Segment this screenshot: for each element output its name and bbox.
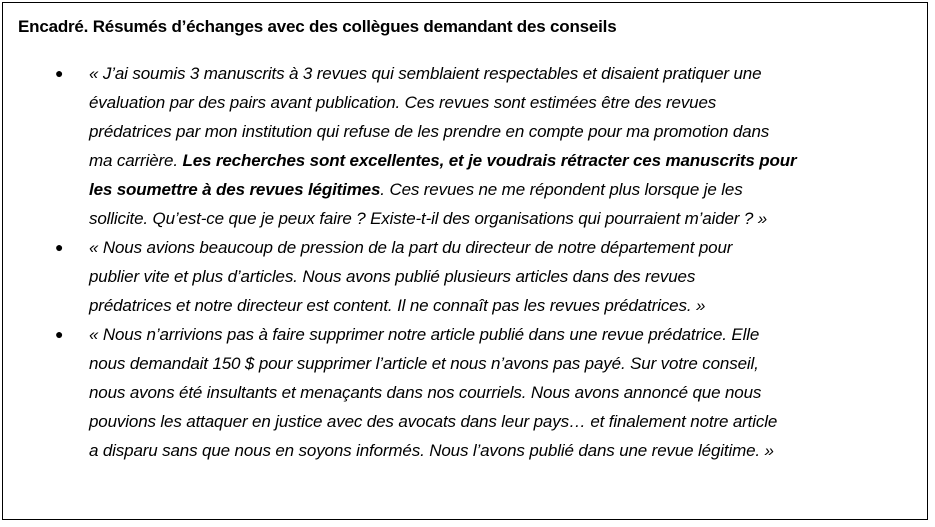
text-run: a disparu sans que nous en soyons informés. Nous l’avons publié dans une revue légitime. » <box>89 441 774 460</box>
quote-text <box>89 320 909 465</box>
text-line <box>89 175 909 204</box>
text-line <box>89 378 909 407</box>
text-line <box>89 233 909 262</box>
text-run: ma carrière. <box>89 151 183 170</box>
text-line <box>89 146 909 175</box>
text-line <box>89 291 909 320</box>
quote-text <box>89 59 909 233</box>
bullet-icon: ● <box>55 239 64 255</box>
list-item <box>3 320 929 465</box>
quote-text <box>89 233 909 320</box>
list-item <box>3 233 929 320</box>
text-run: prédatrices et notre directeur est content. Il ne connaît pas les revues prédatrices. » <box>89 296 706 315</box>
list-item <box>3 59 929 233</box>
text-run: « Nous n’arrivions pas à faire supprimer notre article publié dans une revue prédatrice. Elle <box>89 325 760 344</box>
text-run: « Nous avions beaucoup de pression de la part du directeur de notre département pour <box>89 238 733 257</box>
text-line <box>89 436 909 465</box>
text-line <box>89 407 909 436</box>
text-run: « J’ai soumis 3 manuscrits à 3 revues qui semblaient respectables et disaient pratiquer une <box>89 64 762 83</box>
text-run: publier vite et plus d’articles. Nous avons publié plusieurs articles dans des revues <box>89 267 696 286</box>
bullet-list <box>3 59 929 465</box>
text-run: sollicite. Qu’est-ce que je peux faire ? Existe-t-il des organisations qui pourraient m’aider ? » <box>89 209 768 228</box>
text-line <box>89 117 909 146</box>
text-line <box>89 320 909 349</box>
text-run: nous demandait 150 $ pour supprimer l’article et nous n’avons pas payé. Sur votre conseil, <box>89 354 759 373</box>
text-run: prédatrices par mon institution qui refuse de les prendre en compte pour ma promotion dans <box>89 122 770 141</box>
text-run: nous avons été insultants et menaçants dans nos courriels. Nous avons annoncé que nous <box>89 383 762 402</box>
text-line <box>89 59 909 88</box>
text-line <box>89 262 909 291</box>
bullet-icon: ● <box>55 65 64 81</box>
text-run: pouvions les attaquer en justice avec des avocats dans leur pays… et finalement notre article <box>89 412 778 431</box>
text-run: évaluation par des pairs avant publication. Ces revues sont estimées être des revues <box>89 93 717 112</box>
text-run: . Ces revues ne me répondent plus lorsque je les <box>380 180 743 199</box>
bold-text: les soumettre à des revues légitimes <box>89 180 381 199</box>
bullet-icon: ● <box>55 326 64 342</box>
text-box <box>2 2 928 520</box>
text-line <box>89 88 909 117</box>
text-line <box>89 349 909 378</box>
box-title: Encadré. Résumés d’échanges avec des collègues demandant des conseils <box>18 17 617 36</box>
bold-text: Les recherches sont excellentes, et je voudrais rétracter ces manuscrits pour <box>182 151 797 170</box>
text-line <box>89 204 909 233</box>
